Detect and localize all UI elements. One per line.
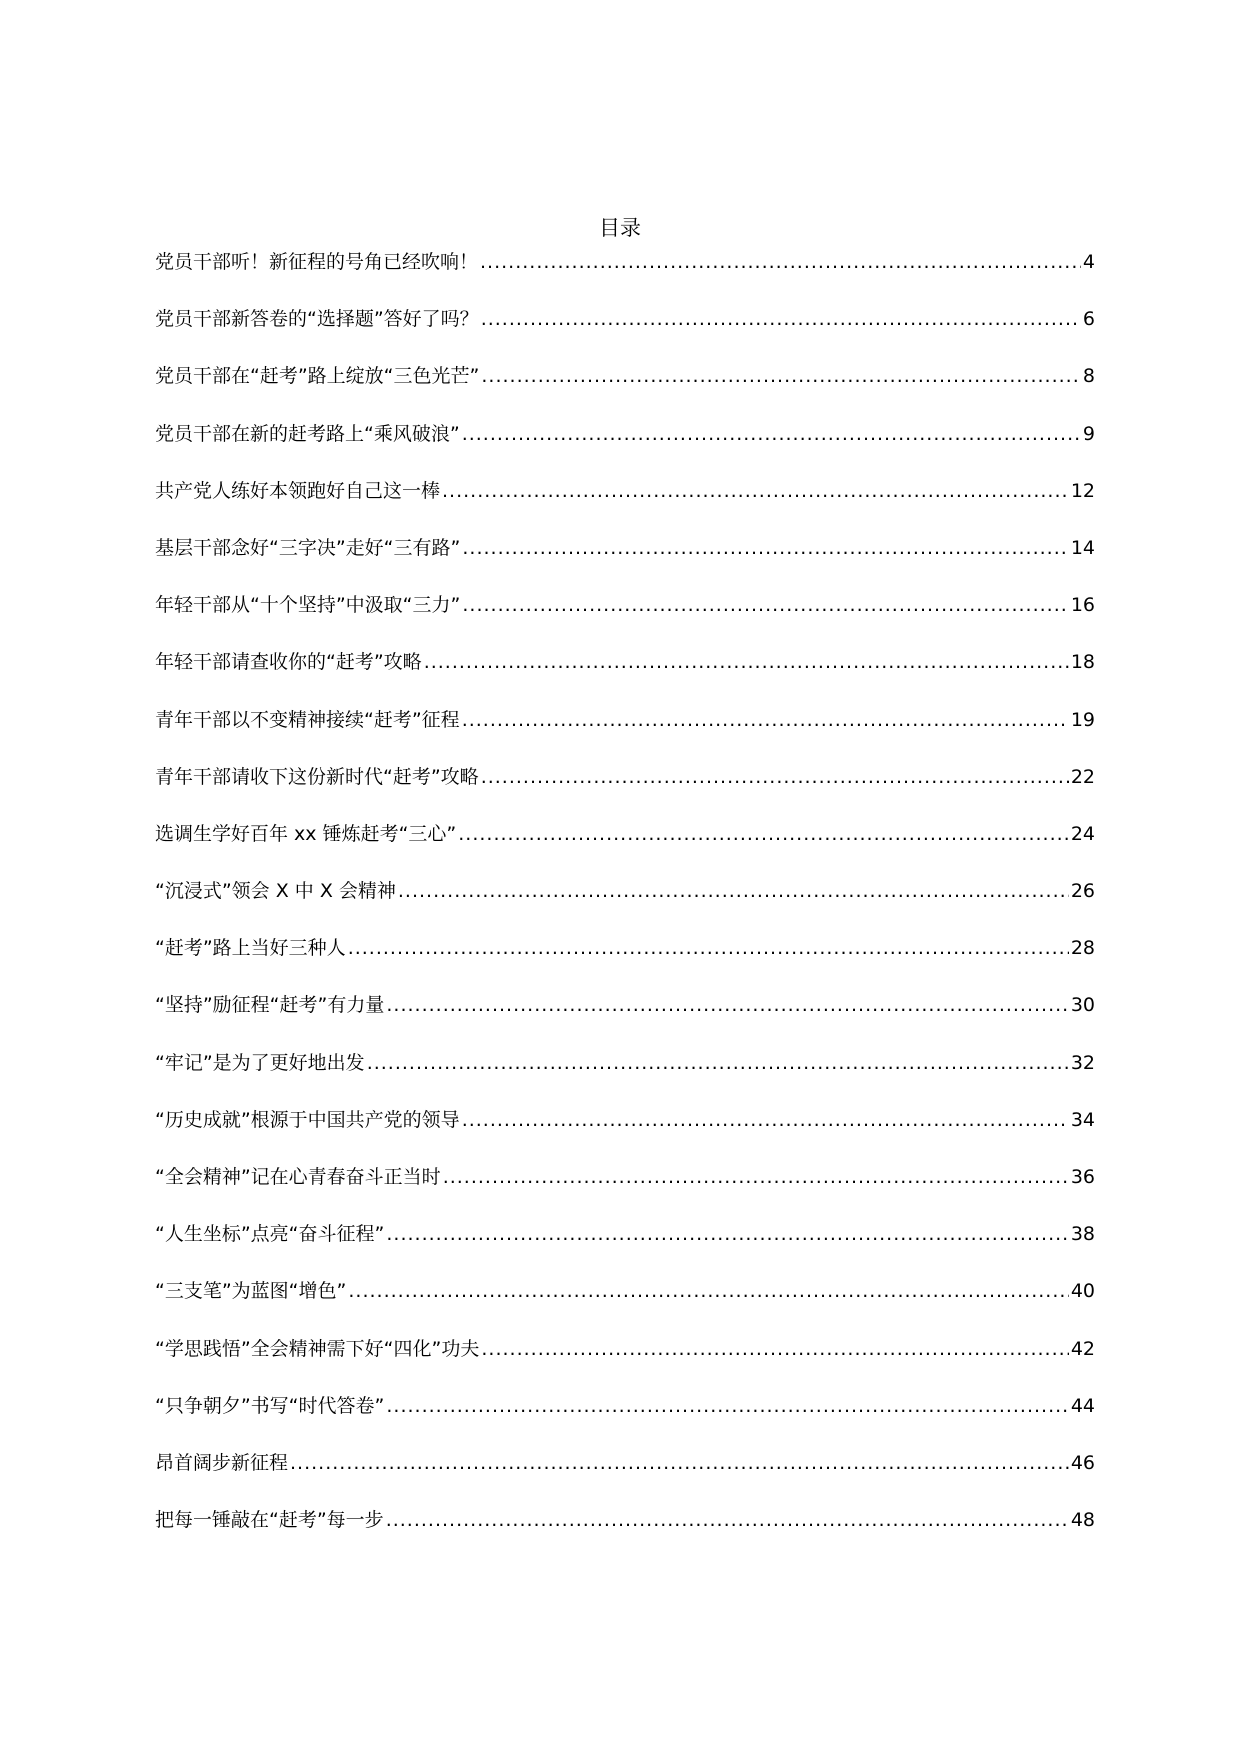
toc-page-number: 9	[1082, 422, 1095, 445]
toc-page-number: 44	[1070, 1394, 1095, 1417]
toc-page-number: 4	[1082, 251, 1095, 273]
toc-entry-title: 把每一锤敲在“赶考”每一步	[155, 1509, 384, 1532]
toc-entry-title: 共产党人练好本领跑好自己这一棒	[155, 479, 441, 502]
toc-entry-title: “人生坐标”点亮“奋斗征程”	[155, 1223, 385, 1246]
toc-entry[interactable]	[155, 1047, 1095, 1104]
toc-leader-dots	[424, 646, 1069, 678]
toc-entry[interactable]	[155, 1161, 1095, 1218]
toc-leader-dots	[386, 1218, 1068, 1250]
toc-page-number: 48	[1070, 1509, 1095, 1532]
toc-page-number: 38	[1070, 1223, 1095, 1246]
toc-leader-dots	[462, 589, 1068, 621]
toc-entry[interactable]	[155, 475, 1095, 532]
toc-entry[interactable]	[155, 818, 1095, 875]
toc-entry[interactable]	[155, 1447, 1095, 1504]
toc-leader-dots	[348, 1275, 1068, 1307]
toc-entry-title: “沉浸式”领会 X 中 X 会精神	[155, 880, 396, 903]
toc-leader-dots	[367, 1047, 1069, 1079]
toc-page-number: 30	[1070, 994, 1095, 1017]
toc-entry[interactable]	[155, 303, 1095, 360]
toc-leader-dots	[386, 1504, 1069, 1536]
toc-page-number: 46	[1070, 1451, 1095, 1474]
toc-page-number: 42	[1070, 1337, 1095, 1360]
toc-leader-dots	[481, 303, 1081, 335]
toc-entry-title: 党员干部新答卷的“选择题”答好了吗？	[155, 308, 479, 331]
toc-page-number: 40	[1070, 1280, 1095, 1303]
toc-entry[interactable]	[155, 989, 1095, 1046]
toc-page-number: 32	[1070, 1051, 1095, 1074]
toc-page-number: 6	[1082, 308, 1095, 331]
toc-page-number: 34	[1070, 1108, 1095, 1131]
toc-entry[interactable]	[155, 1333, 1095, 1390]
toc-page-number: 26	[1070, 880, 1095, 903]
toc-entry[interactable]	[155, 646, 1095, 703]
toc-page-number: 19	[1070, 708, 1095, 731]
toc-entry-title: 青年干部请收下这份新时代“赶考”攻略	[155, 765, 479, 788]
toc-entry[interactable]	[155, 932, 1095, 989]
toc-leader-dots	[443, 1161, 1069, 1193]
toc-leader-dots	[462, 532, 1068, 564]
toc-page-number: 14	[1070, 536, 1095, 559]
toc-entry[interactable]	[155, 589, 1095, 646]
toc-page-number: 36	[1070, 1166, 1095, 1188]
toc-entry[interactable]	[155, 704, 1095, 761]
toc-leader-dots	[462, 418, 1081, 450]
toc-entry-title: 年轻干部请查收你的“赶考”攻略	[155, 651, 422, 674]
toc-entry[interactable]	[155, 418, 1095, 475]
toc-leader-dots	[462, 704, 1069, 736]
toc-entry-title: “全会精神”记在心青春奋斗正当时	[155, 1166, 441, 1188]
toc-entry[interactable]	[155, 761, 1095, 818]
toc-leader-dots	[481, 1333, 1068, 1365]
toc-entry[interactable]	[155, 360, 1095, 417]
toc-page-number: 12	[1070, 479, 1095, 502]
toc-entry-title: “三支笔”为蓝图“增色”	[155, 1280, 347, 1303]
toc-leader-dots	[348, 932, 1069, 964]
toc-entry-title: “学思践悟”全会精神需下好“四化”功夫	[155, 1337, 480, 1360]
toc-entry[interactable]	[155, 1104, 1095, 1161]
toc-entry-title: 昂首阔步新征程	[155, 1451, 289, 1474]
toc-entry[interactable]	[155, 1504, 1095, 1561]
toc-entry-title: 党员干部在“赶考”路上绽放“三色光芒”	[155, 365, 480, 388]
toc-leader-dots	[458, 818, 1069, 850]
table-of-contents	[155, 246, 1095, 1561]
toc-leader-dots	[442, 475, 1069, 507]
toc-entry-title: “历史成就”根源于中国共产党的领导	[155, 1108, 460, 1131]
toc-leader-dots	[398, 875, 1069, 907]
toc-entry[interactable]	[155, 532, 1095, 589]
toc-entry[interactable]	[155, 1218, 1095, 1275]
toc-entry-title: 党员干部在新的赶考路上“乘风破浪”	[155, 422, 460, 445]
toc-page-number: 22	[1070, 765, 1095, 788]
toc-entry[interactable]	[155, 1275, 1095, 1332]
toc-entry-title: “牢记”是为了更好地出发	[155, 1051, 365, 1074]
toc-leader-dots	[481, 360, 1081, 392]
toc-page-number: 24	[1070, 822, 1095, 845]
toc-page-number: 16	[1070, 594, 1095, 617]
toc-entry-title: 年轻干部从“十个坚持”中汲取“三力”	[155, 594, 461, 617]
toc-leader-dots	[480, 246, 1081, 278]
toc-leader-dots	[462, 1104, 1069, 1136]
toc-page-number: 28	[1070, 937, 1095, 960]
toc-entry[interactable]	[155, 1390, 1095, 1447]
toc-entry-title: “赶考”路上当好三种人	[155, 937, 346, 960]
toc-entry[interactable]	[155, 875, 1095, 932]
toc-page-number: 18	[1070, 651, 1095, 674]
toc-entry-title: 青年干部以不变精神接续“赶考”征程	[155, 708, 460, 731]
toc-title: 目录	[599, 216, 641, 240]
toc-entry[interactable]	[155, 246, 1095, 303]
toc-entry-title: 基层干部念好“三字决”走好“三有路”	[155, 536, 461, 559]
toc-leader-dots	[481, 761, 1069, 793]
toc-leader-dots	[386, 1390, 1068, 1422]
toc-page-number: 8	[1082, 365, 1095, 388]
toc-entry-title: 党员干部听！新征程的号角已经吹响！	[155, 251, 479, 273]
toc-leader-dots	[290, 1447, 1069, 1479]
toc-entry-title: “只争朝夕”书写“时代答卷”	[155, 1394, 385, 1417]
toc-leader-dots	[386, 989, 1068, 1021]
toc-entry-title: 选调生学好百年 xx 锤炼赶考“三心”	[155, 822, 457, 845]
toc-entry-title: “坚持”励征程“赶考”有力量	[155, 994, 385, 1017]
